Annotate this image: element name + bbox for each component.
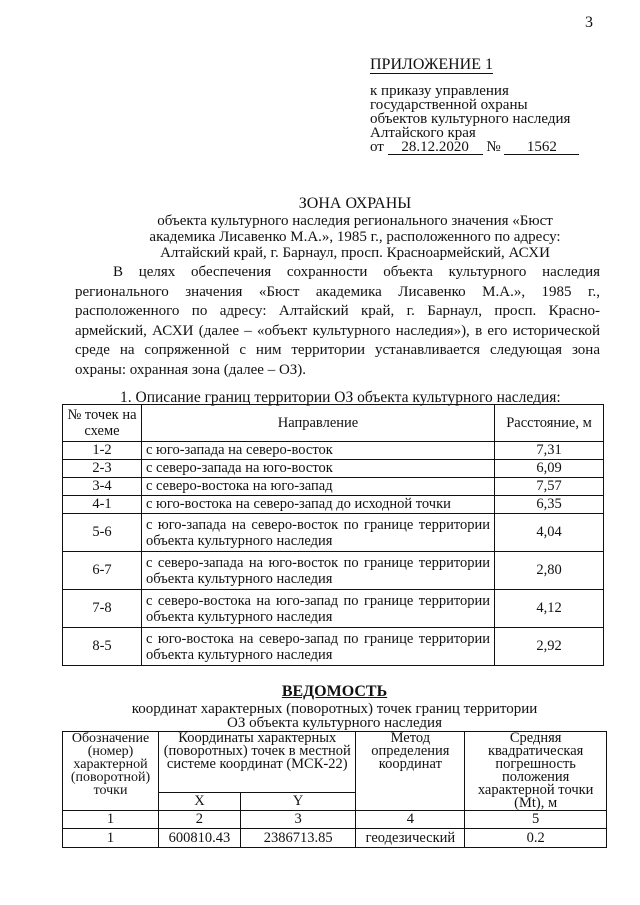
cell-direction: с юго-запада на северо-восток (142, 442, 495, 460)
coords-numbering-row (63, 811, 607, 829)
cell-error: 0.2 (465, 829, 607, 848)
table-row (63, 478, 604, 496)
appendix-line: Алтайского края (370, 125, 476, 141)
cell-point-id: 1 (63, 829, 159, 848)
vedomost-subtitle-line: координат характерных (поворотных) точек границ территории (131, 701, 538, 717)
column-number: 1 (63, 811, 159, 829)
cell-direction: с северо-запада на юго-восток по границе территории объекта культурного наследия (142, 552, 495, 590)
zone-title: ЗОНА ОХРАНЫ (298, 195, 412, 212)
table-row (63, 514, 604, 552)
appendix-line: к приказу управления (370, 83, 509, 99)
cell-points: 3-4 (63, 478, 142, 496)
zone-subtitle-line: объекта культурного наследия регионального значения «Бюст (157, 213, 553, 229)
zone-subtitle-line: Алтайский край, г. Барнаул, просп. Красноармейский, АСХИ (160, 245, 550, 261)
cell-points: 8-5 (63, 628, 142, 666)
borders-table-title: 1. Описание границ территории ОЗ объекта культурного наследия: (120, 389, 561, 406)
page-number: 3 (585, 14, 593, 31)
coordinates-table (62, 731, 607, 848)
vedomost-title: ВЕДОМОСТЬ (281, 683, 388, 700)
table-row (63, 460, 604, 478)
cell-distance: 2,92 (495, 628, 604, 666)
appendix-line: государственной охраны (370, 97, 528, 113)
table-row (63, 628, 604, 666)
table-row (63, 829, 607, 848)
cell-points: 5-6 (63, 514, 142, 552)
cell-direction: с северо-запада на юго-восток (142, 460, 495, 478)
cell-direction: с северо-востока на юго-запад (142, 478, 495, 496)
cell-distance: 2,80 (495, 552, 604, 590)
cell-x: 600810.43 (159, 829, 241, 848)
cell-direction: с юго-востока на северо-запад до исходной точки (142, 496, 495, 514)
cell-distance: 6,09 (495, 460, 604, 478)
order-date: 28.12.2020 (388, 140, 483, 155)
column-number: 3 (240, 811, 356, 829)
intro-paragraph (75, 263, 600, 381)
zone-subtitle-line: академика Лисавенко М.А.», 1985 г., расположенного по адресу: (149, 229, 561, 245)
cell-distance: 4,04 (495, 514, 604, 552)
cell-points: 6-7 (63, 552, 142, 590)
column-number: 5 (465, 811, 607, 829)
borders-table (62, 404, 604, 666)
cell-points: 7-8 (63, 590, 142, 628)
header-coordinates: Координаты характерных (поворотных) точек в местной системе координат (МСК-22) (159, 732, 356, 793)
number-prefix: № (486, 139, 501, 155)
cell-distance: 7,31 (495, 442, 604, 460)
cell-distance: 4,12 (495, 590, 604, 628)
cell-method: геодезический (356, 829, 465, 848)
cell-direction: с северо-востока на юго-запад по границе территории объекта культурного наследия (142, 590, 495, 628)
cell-direction: с юго-востока на северо-запад по границе территории объекта культурного наследия (142, 628, 495, 666)
cell-points: 1-2 (63, 442, 142, 460)
table-header-row (63, 405, 604, 442)
vedomost-heading (62, 683, 607, 730)
cell-points: 4-1 (63, 496, 142, 514)
header-y: Y (240, 792, 356, 810)
header-point-id: Обозначение (номер) характерной (поворотной) точки (63, 732, 159, 811)
zone-heading (60, 196, 640, 261)
header-error: Средняя квадратическая погрешность положения характерной точки (Mt), м (465, 732, 607, 811)
intro-text: В целях обеспечения сохранности объекта культурного наследия регионального значения «Бюст академика Лисавенко М.А.», 1985 г., расположенного по адресу: Алтайский край, г. Барнаул, просп. Красно-армейский, АСХИ (далее – «объект культурного наследия»), в его исторической среде на сопряженной с ним территории устанавливается следующая зона охраны: охранная зона (далее – ОЗ). (75, 264, 600, 378)
table-row (63, 590, 604, 628)
cell-points: 2-3 (63, 460, 142, 478)
vedomost-subtitle-line: ОЗ объекта культурного наследия (227, 715, 442, 731)
header-distance: Расстояние, м (495, 405, 604, 442)
appendix-date-line (370, 140, 579, 155)
column-number: 4 (356, 811, 465, 829)
cell-distance: 7,57 (495, 478, 604, 496)
cell-direction: с юго-запада на северо-восток по границе территории объекта культурного наследия (142, 514, 495, 552)
table-row (63, 552, 604, 590)
header-x: X (159, 792, 241, 810)
appendix-line: объектов культурного наследия (370, 111, 571, 127)
table-row (63, 442, 604, 460)
table-row (63, 496, 604, 514)
header-points: № точек на схеме (63, 405, 142, 442)
date-prefix: от (370, 139, 384, 155)
appendix-title: ПРИЛОЖЕНИЕ 1 (370, 56, 494, 73)
header-direction: Направление (142, 405, 495, 442)
cell-distance: 6,35 (495, 496, 604, 514)
coords-header-row (63, 732, 607, 793)
header-method: Метод определения координат (356, 732, 465, 811)
column-number: 2 (159, 811, 241, 829)
appendix-block (370, 56, 579, 155)
order-number: 1562 (504, 140, 579, 155)
cell-y: 2386713.85 (240, 829, 356, 848)
